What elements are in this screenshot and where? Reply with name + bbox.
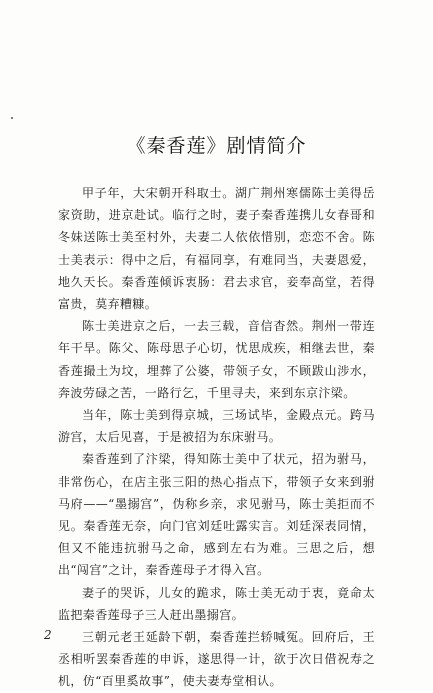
paragraph-5: 妻子的哭诉，儿女的跪求，陈士美无动于衷，竟命太监把秦香莲母子三人赶出墨搦宫。: [58, 585, 375, 622]
margin-mark: [11, 117, 13, 119]
page-number: 2: [44, 628, 52, 642]
synopsis-body: [58, 182, 375, 693]
paragraph-4: 秦香莲到了汴梁，得知陈士美中了状元，招为驸马，非常伤心，在店主张三阳的热心指点下，带领子女来到驸马府——“墨搦宫”，伪称乡亲，求见驸马，陈士美拒而不见。秦香莲无奈，向门官刘廷吐露实言。刘廷深表同情，但又不能违抗驸马之命，感到左右为难。三思之后，想出“闯宫”之计，秦香莲母子才得入宫。: [58, 452, 375, 578]
paragraph-1: 甲子年，大宋朝开科取士。湖广荆州寒儒陈士美得岳家资助，进京赴试。临行之时，妻子秦香莲携儿女春哥和冬妹送陈士美至村外，夫妻二人依依惜别，恋恋不舍。陈士美表示：得中之后，有福同享，有难同当，夫妻恩爱，地久天长。秦香莲倾诉衷肠：君去求官，妾奉高堂，若得富贵，莫弃糟糠。: [58, 186, 375, 312]
paragraph-2: 陈士美进京之后，一去三载，音信杳然。荆州一带连年干旱。陈父、陈母思子心切，忧思成疾，相继去世，秦香莲撮土为坟，埋葬了公婆，带领子女，不顾跋山涉水，奔波劳碌之苦，一路行乞，千里寻夫，来到东京汴梁。: [58, 319, 375, 400]
page-title: 《秦香莲》剧情简介: [126, 135, 307, 157]
paragraph-3: 当年，陈士美到得京城，三场试毕，金殿点元。跨马游宫，太后见喜，于是被招为东床驸马。: [58, 408, 375, 445]
paragraph-6: 三朝元老王延龄下朝，秦香莲拦轿喊冤。回府后，王丞相听罢秦香莲的申诉，遂思得一计，欲于次日借祝寿之机，仿“百里奚故事”，使夫妻寿堂相认。: [58, 630, 375, 689]
